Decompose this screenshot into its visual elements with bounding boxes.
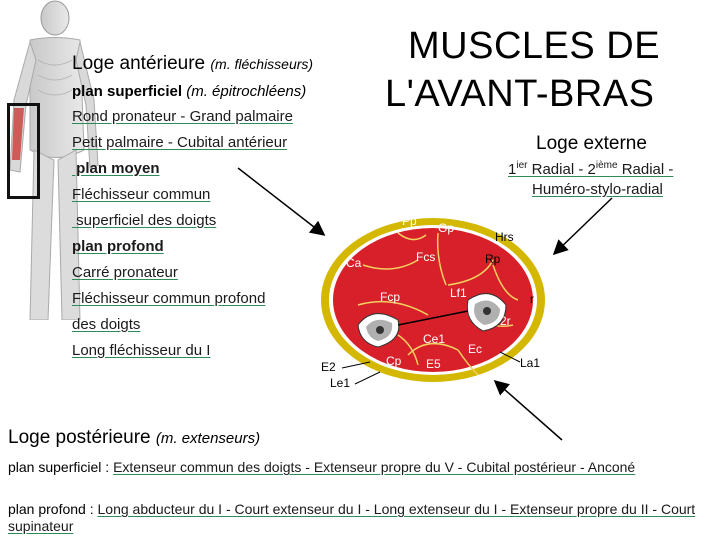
title-line-2: L'AVANT-BRAS xyxy=(385,73,655,115)
label-le1: Le1 xyxy=(330,376,351,390)
anterior-superficial-label: plan superficiel xyxy=(72,83,183,100)
radial2-sup: ième xyxy=(595,160,618,171)
radial1-text: Radial - 2 xyxy=(527,161,596,178)
label-r: r xyxy=(530,292,534,306)
label-lf1: Lf1 xyxy=(450,286,467,300)
radial1-num: 1 xyxy=(508,161,517,178)
anterior-item-plan-profond[interactable]: plan profond xyxy=(72,238,164,255)
title-line-1: MUSCLES DE xyxy=(408,25,661,67)
anterior-item[interactable]: Rond pronateur - Grand palmaire xyxy=(72,108,293,125)
posterior-superficial-text[interactable]: Extenseur commun des doigts - Extenseur propre du V - Cubital postérieur - Anconé xyxy=(113,459,636,475)
label-hrs: Hrs xyxy=(495,230,514,244)
external-line2[interactable]: Huméro-stylo-radial xyxy=(532,181,663,198)
anterior-superficial-note: (m. épitrochléens) xyxy=(186,83,307,100)
posterior-superficial xyxy=(8,459,708,476)
label-fcs: Fcs xyxy=(416,250,436,264)
external-heading: Loge externe xyxy=(536,133,647,154)
label-ca: Ca xyxy=(346,256,362,270)
label-e5: E5 xyxy=(426,357,441,371)
posterior-heading xyxy=(8,427,260,449)
radial2-text: Radial - xyxy=(617,161,674,178)
anterior-item[interactable]: Fléchisseur commun profond xyxy=(72,290,266,307)
label-ec: Ec xyxy=(468,342,483,356)
anterior-item[interactable]: des doigts xyxy=(72,316,141,333)
anterior-item[interactable]: superficiel des doigts xyxy=(72,212,217,229)
anterior-item[interactable]: Petit palmaire - Cubital antérieur xyxy=(72,134,288,151)
label-e2: E2 xyxy=(321,360,336,374)
anterior-item[interactable]: Fléchisseur commun xyxy=(72,186,211,203)
posterior-deep xyxy=(8,501,708,535)
anterior-heading-text: Loge antérieure xyxy=(72,53,206,74)
label-ce1: Ce1 xyxy=(423,332,446,346)
label-fcp: Fcp xyxy=(380,290,401,304)
anterior-item-plan-moyen[interactable]: plan moyen xyxy=(72,160,160,177)
radial1-sup: ier xyxy=(516,160,528,171)
posterior-heading-note: (m. extenseurs) xyxy=(155,430,261,447)
anterior-heading-note: (m. fléchisseurs) xyxy=(210,56,314,72)
anterior-item[interactable]: Carré pronateur xyxy=(72,264,178,281)
label-2r: 2r xyxy=(500,314,511,328)
label-pp: Pp xyxy=(402,214,417,228)
label-cp: Cp xyxy=(386,354,402,368)
posterior-deep-text[interactable]: Long abducteur du I - Court extenseur du I - Long extenseur du I - Extenseur propre du II - Court supinateur xyxy=(8,501,696,534)
anterior-item[interactable]: Long fléchisseur du I xyxy=(72,342,211,359)
posterior-deep-label: plan profond : xyxy=(8,501,94,517)
label-gp: Gp xyxy=(438,221,455,235)
label-la1: La1 xyxy=(520,356,541,370)
posterior-superficial-label: plan superficiel : xyxy=(8,459,110,475)
label-rp: Rp xyxy=(485,252,501,266)
posterior-heading-text: Loge postérieure xyxy=(8,427,151,448)
